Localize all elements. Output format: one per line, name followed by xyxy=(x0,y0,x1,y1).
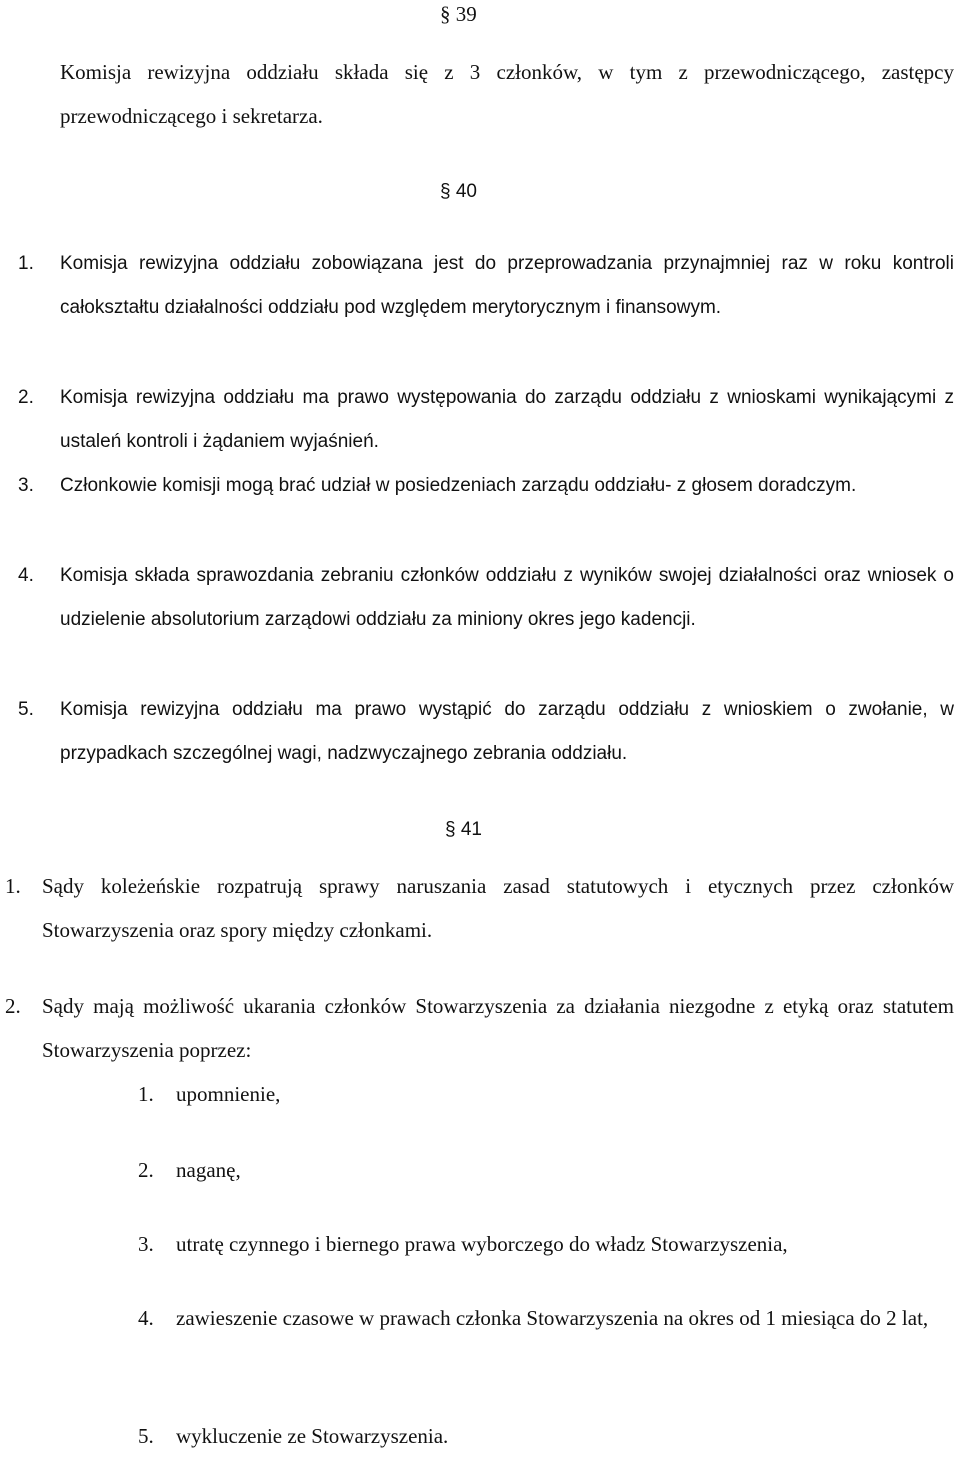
paragraph-41-1: Sądy koleżeńskie rozpatrują sprawy naruszania zasad statutowych i etycznych przez członków Stowarzyszenia oraz spory między członkami. xyxy=(42,874,954,942)
section-mark-39: § 39 xyxy=(440,2,477,26)
penalty-text: upomnienie, xyxy=(176,1082,281,1106)
paragraph-40-2: Komisja rewizyjna oddziału ma prawo występowania do zarządu oddziału z wnioskami wynikającymi z ustaleń kontroli i żądaniem wyjaśnień. xyxy=(60,387,954,452)
paragraph-number: 5. xyxy=(18,699,34,720)
penalty-item xyxy=(138,1296,954,1384)
penalty-text: zawieszenie czasowe w prawach członka Stowarzyszenia na okres od 1 miesiąca do 2 lat, xyxy=(176,1306,929,1330)
penalty-number: 2. xyxy=(138,1158,154,1182)
paragraph-number: 4. xyxy=(18,565,34,586)
penalty-item xyxy=(138,1148,954,1192)
penalty-item xyxy=(138,1222,954,1266)
penalty-text: wykluczenie ze Stowarzyszenia. xyxy=(176,1424,449,1448)
penalty-item xyxy=(138,1072,954,1116)
paragraph-number: 1. xyxy=(18,253,34,274)
paragraph-40-5: Komisja rewizyjna oddziału ma prawo wystąpić do zarządu oddziału z wnioskiem o zwołanie, w przypadkach szczególnej wagi, nadzwyczajnego zebrania oddziału. xyxy=(60,699,954,764)
paragraph-number: 1. xyxy=(5,874,21,898)
section-mark-41: § 41 xyxy=(445,819,482,840)
penalty-item xyxy=(138,1414,954,1454)
penalty-number: 5. xyxy=(138,1424,154,1448)
paragraph-number: 2. xyxy=(18,387,34,408)
paragraph-40-1: Komisja rewizyjna oddziału zobowiązana jest do przeprowadzania przynajmniej raz w roku kontroli całokształtu działalności oddziału pod względem merytorycznym i finansowym. xyxy=(60,253,954,318)
section-mark-40: § 40 xyxy=(440,181,477,202)
penalty-number: 4. xyxy=(138,1306,154,1330)
penalty-number: 3. xyxy=(138,1232,154,1256)
penalty-text: naganę, xyxy=(176,1158,241,1182)
paragraph-number: 3. xyxy=(18,475,34,496)
paragraph-39: Komisja rewizyjna oddziału składa się z 3 członków, w tym z przewodniczącego, zastępcy przewodniczącego i sekretarza. xyxy=(60,60,954,128)
paragraph-40-3: Członkowie komisji mogą brać udział w posiedzeniach zarządu oddziału- z głosem doradczym. xyxy=(60,475,857,496)
paragraph-41-2: Sądy mają możliwość ukarania członków Stowarzyszenia za działania niezgodne z etyką oraz statutem Stowarzyszenia poprzez: xyxy=(42,994,954,1062)
paragraph-40-4: Komisja składa sprawozdania zebraniu członków oddziału z wyników swojej działalności oraz wniosek o udzielenie absolutorium zarządowi oddziału za miniony okres jego kadencji. xyxy=(60,565,954,630)
paragraph-number: 2. xyxy=(5,994,21,1018)
penalty-number: 1. xyxy=(138,1082,154,1106)
penalty-text: utratę czynnego i biernego prawa wyborczego do władz Stowarzyszenia, xyxy=(176,1232,788,1256)
